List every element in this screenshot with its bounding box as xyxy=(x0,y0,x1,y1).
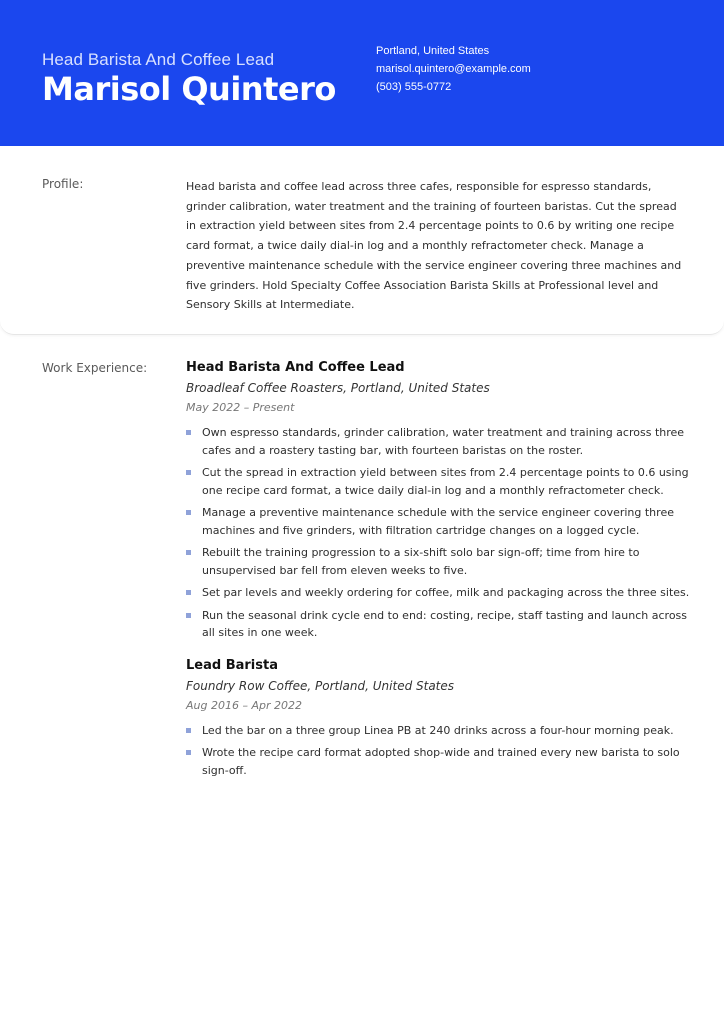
bullet-item xyxy=(186,504,696,539)
square-bullet-icon xyxy=(186,470,191,475)
square-bullet-icon xyxy=(186,613,191,618)
job-entry xyxy=(186,358,696,642)
bullet-item xyxy=(186,744,696,779)
bullet-item xyxy=(186,464,696,499)
bullet-text: Wrote the recipe card format adopted shop-wide and trained every new barista to solo sign-off. xyxy=(202,746,680,777)
contact-block xyxy=(376,44,531,98)
bullet-text: Cut the spread in extraction yield between sites from 2.4 percentage points to 0.6 using one recipe card format, a twice daily dial-in log and a monthly refractometer check. xyxy=(202,466,689,497)
bullet-item xyxy=(186,722,696,740)
bullet-item xyxy=(186,424,696,459)
profile-label: Profile: xyxy=(42,177,84,191)
job-bullets xyxy=(186,722,696,780)
job-title: Head Barista And Coffee Lead xyxy=(186,360,405,375)
bullet-text: Rebuilt the training progression to a six-shift solo bar sign-off; time from hire to unsupervised bar fell from eleven weeks to five. xyxy=(202,546,640,577)
bullet-text: Led the bar on a three group Linea PB at 240 drinks across a four-hour morning peak. xyxy=(202,723,674,737)
job-company: Broadleaf Coffee Roasters, Portland, United States xyxy=(186,381,490,395)
contact-location: Portland, United States xyxy=(376,45,490,57)
header-job-title: Head Barista And Coffee Lead xyxy=(42,50,275,69)
job-dates: May 2022 – Present xyxy=(186,401,295,414)
profile-summary: Head barista and coffee lead across three cafes, responsible for espresso standards, grinder calibration, water treatment and the training of fourteen baristas. Cut the spread in extraction yield between sites from 2.4 percentage points to 0.6 by writing one recipe card format, a twice daily dial-in log and a monthly refractometer check. Manage a preventive maintenance schedule with the service engineer covering three machines and five grinders. Hold Specialty Coffee Association Barista Skills at Professional level and Sensory Skills at Intermediate. xyxy=(186,180,682,312)
job-dates: Aug 2016 – Apr 2022 xyxy=(186,698,302,712)
square-bullet-icon xyxy=(186,550,191,555)
bullet-item xyxy=(186,584,696,602)
bullet-text: Manage a preventive maintenance schedule with the service engineer covering three machines and five grinders, with filtration cartridge changes on a logged cycle. xyxy=(202,506,674,537)
square-bullet-icon xyxy=(186,510,191,515)
job-company: Foundry Row Coffee, Portland, United States xyxy=(186,678,455,693)
bullet-text: Own espresso standards, grinder calibration, water treatment and training across three cafes and a roastery tasting bar, with fourteen baristas on the roster. xyxy=(202,426,685,457)
candidate-name: Marisol Quintero xyxy=(42,70,336,108)
bullet-item xyxy=(186,607,696,642)
bullet-text: Set par levels and weekly ordering for coffee, milk and packaging across the three sites. xyxy=(202,586,690,599)
bullet-text: Run the seasonal drink cycle end to end: costing, recipe, staff tasting and launch across all sites in one week. xyxy=(202,608,688,639)
job-title: Lead Barista xyxy=(186,657,278,673)
square-bullet-icon xyxy=(186,728,191,733)
job-bullets xyxy=(186,424,696,642)
job-entry xyxy=(186,656,696,780)
contact-email[interactable]: marisol.quintero@example.com xyxy=(376,63,531,75)
bullet-item xyxy=(186,544,696,579)
resume-header xyxy=(0,0,724,146)
square-bullet-icon xyxy=(186,430,191,435)
contact-phone[interactable]: (503) 555-0772 xyxy=(376,81,452,93)
square-bullet-icon xyxy=(186,590,191,595)
work-experience-label: Work Experience: xyxy=(42,361,148,375)
square-bullet-icon xyxy=(186,750,191,755)
work-experience-list xyxy=(186,358,696,793)
